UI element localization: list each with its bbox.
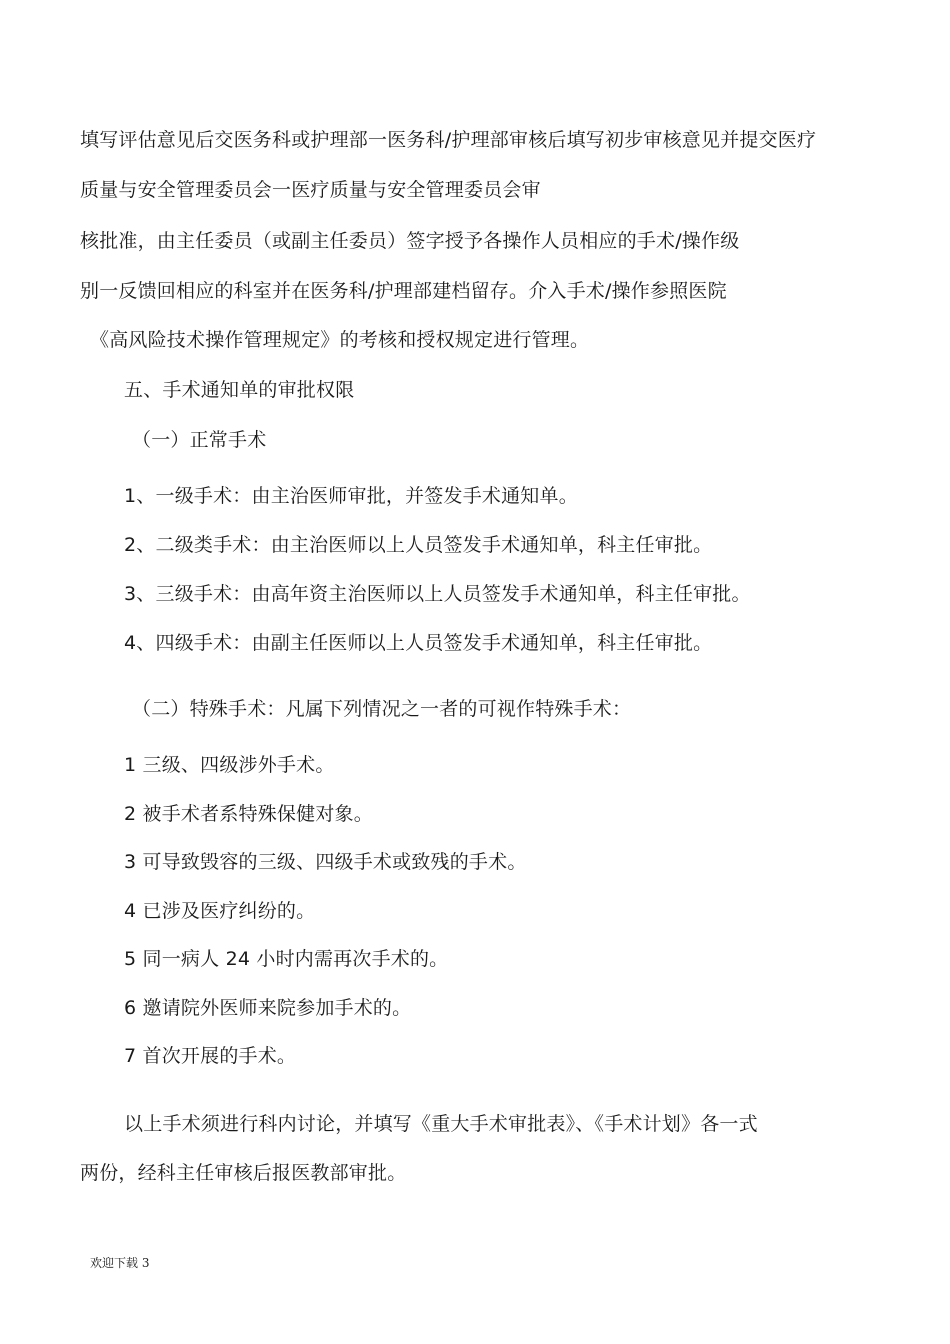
paragraph-line: 以上手术须进行科内讨论，并填写《重大手术审批表》、《手术计划》各一式 [124, 1113, 758, 1135]
list-item: 2、二级类手术：由主治医师以上人员签发手术通知单，科主任审批。 [124, 534, 713, 556]
list-item: 3 可导致毁容的三级、四级手术或致残的手术。 [124, 851, 527, 873]
paragraph-line: 《高风险技术操作管理规定》的考核和授权规定进行管理。 [90, 329, 590, 351]
list-item: 6 邀请院外医师来院参加手术的。 [124, 997, 412, 1019]
page-footer: 欢迎下载 3 [90, 1256, 150, 1270]
list-item: 7 首次开展的手术。 [124, 1045, 297, 1067]
list-item: 5 同一病人 24 小时内需再次手术的。 [124, 948, 449, 970]
list-item: 4、四级手术：由副主任医师以上人员签发手术通知单，科主任审批。 [124, 632, 713, 654]
subsection-heading: （二）特殊手术：凡属下列情况之一者的可视作特殊手术： [132, 698, 632, 720]
paragraph-line: 填写评估意见后交医务科或护理部一医务科/护理部审核后填写初步审核意见并提交医疗 [80, 129, 817, 151]
list-item: 2 被手术者系特殊保健对象。 [124, 803, 373, 825]
paragraph-line: 两份，经科主任审核后报医教部审批。 [80, 1162, 407, 1184]
paragraph-line: 核批准，由主任委员（或副主任委员）签字授予各操作人员相应的手术/操作级 [80, 230, 740, 252]
paragraph-line: 质量与安全管理委员会一医疗质量与安全管理委员会审 [80, 179, 541, 201]
list-item: 1、一级手术：由主治医师审批，并签发手术通知单。 [124, 485, 578, 507]
list-item: 3、三级手术：由高年资主治医师以上人员签发手术通知单，科主任审批。 [124, 583, 751, 605]
list-item: 4 已涉及医疗纠纷的。 [124, 900, 316, 922]
section-heading: 五、手术通知单的审批权限 [124, 379, 355, 401]
paragraph-line: 别一反馈回相应的科室并在医务科/护理部建档留存。介入手术/操作参照医院 [80, 280, 727, 302]
subsection-heading: （一）正常手术 [132, 429, 267, 451]
list-item: 1 三级、四级涉外手术。 [124, 754, 335, 776]
